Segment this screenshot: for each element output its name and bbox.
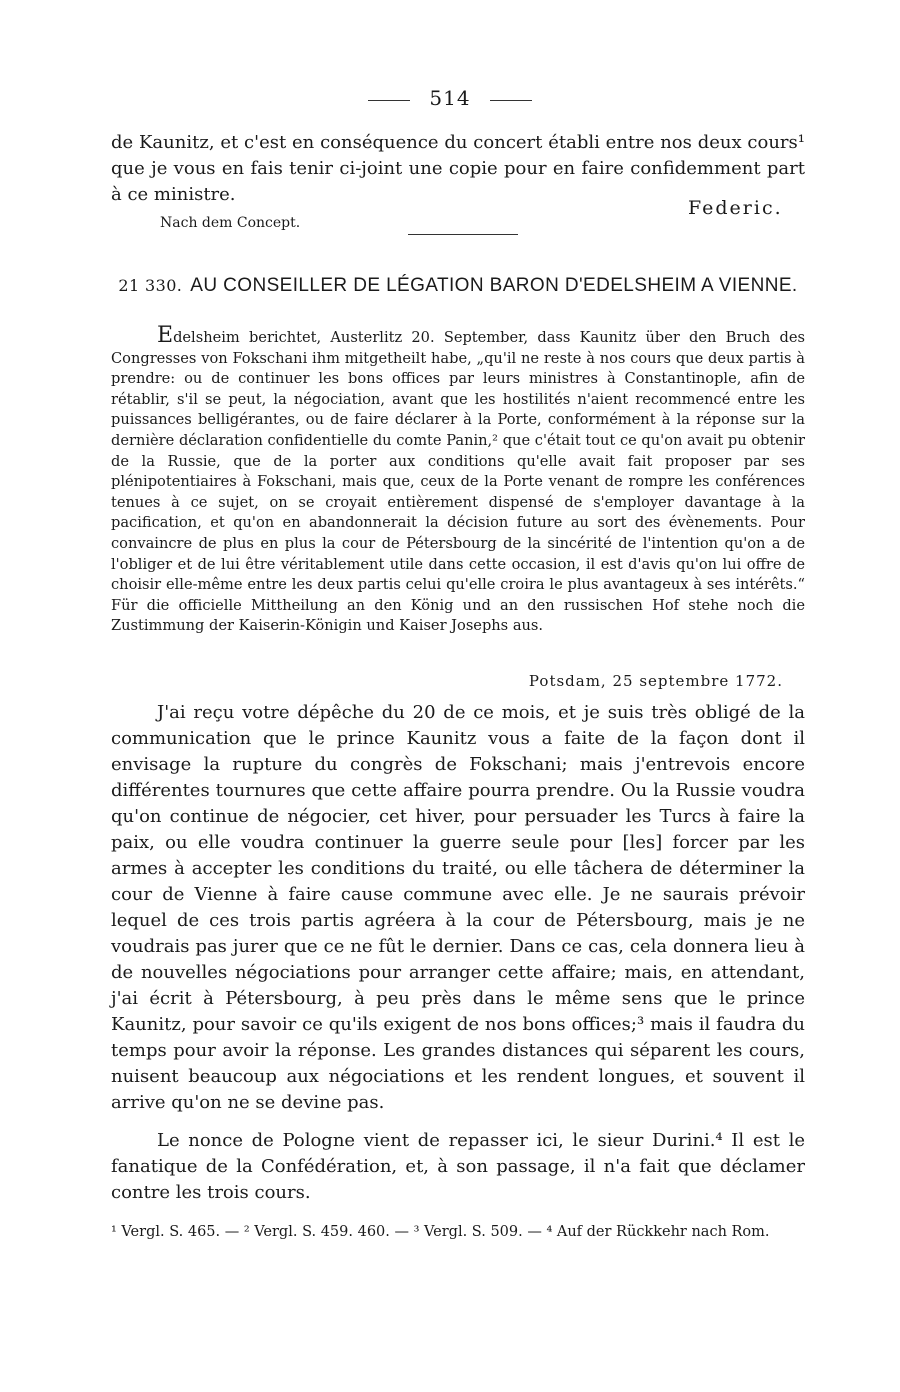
dateline <box>111 671 783 690</box>
body-paragraph-2: Le nonce de Pologne vient de repasser ici, le sieur Durini.⁴ Il est le fanatique de la Confédération, et, à son passage, il n'a fait que déclamer contre les trois cours. <box>111 1130 805 1203</box>
dateline-text: Potsdam, 25 septembre 1772. <box>528 672 783 690</box>
summary-text: delsheim berichtet, Austerlitz 20. September, dass Kaunitz über den Bruch des Congresses von Fokschani ihm mitgetheilt habe, „qu'il ne reste à nos cours que deux partis à prendre: ou de continuer les bons offices par leurs ministres à Constantinople, afin de rétablir, s'il se peut, la négociation, avant que les hostilités n'aient recommencé entre les puissances belligérantes, ou de faire déclarer à la Porte, conformément à la réponse sur la dernière déclaration confidentielle du comte Panin,² que c'était tout ce qu'on avait pu obtenir de la Russie, que de la porter aux conditions qu'elle avait fait proposer par ses plénipotentiaires à Fokschani, mais que, ceux de la Porte venant de rompre les conférences tenues à ce sujet, on se croyait entièrement dispensé de s'employer davantage à la pacification, et qu'on en abandonnerait la décision future au sort des évènements. Pour convaincre de plus en plus la cour de Pétersbourg de la sincérité de l'intention qu'on a de l'obliger et de lui être véritablement utile dans cette occasion, il est d'avis qu'on lui offre de choisir elle-même entre les deux partis celui qu'elle croira le plus avantageux à ses intérêts.“ Für die officielle Mittheilung an den König und an den russischen Hof stehe noch die Zustimmung der Kaiserin-Königin und Kaiser Josephs aus. <box>111 329 805 635</box>
summary-dropcap: E <box>157 323 174 348</box>
source-note: Nach dem Concept. <box>160 215 301 231</box>
signature: Federic. <box>688 197 783 219</box>
letter-number: 21 330. <box>118 276 183 295</box>
summary-paragraph <box>111 323 805 637</box>
letter-heading <box>111 274 805 298</box>
footnotes: ¹ Vergl. S. 465. — ² Vergl. S. 459. 460. — ³ Vergl. S. 509. — ⁴ Auf der Rückkehr nach Rom. <box>111 1224 770 1240</box>
header-dash-left <box>368 100 410 101</box>
top-paragraph: de Kaunitz, et c'est en conséquence du concert établi entre nos deux cours¹ que je vous en fais tenir ci-joint une copie pour en faire confidemment part à ce ministre. <box>111 132 805 205</box>
body-paragraph-1: J'ai reçu votre dépêche du 20 de ce mois, et je suis très obligé de la communication que le prince Kaunitz vous a faite de la façon dont il envisage la rupture du congrès de Fokschani; mais j'entrevois encore différentes tournures que cette affaire pourra prendre. Ou la Russie voudra qu'on continue de négocier, cet hiver, pour persuader les Turcs à faire la paix, ou elle voudra continuer la guerre seule pour [les] forcer par les armes à accepter les conditions du traité, ou elle tâchera de déterminer la cour de Vienne à faire cause commune avec elle. Je ne saurais prévoir lequel de ces trois partis agréera à la cour de Pétersbourg, mais je ne voudrais pas jurer que ce ne fût le dernier. Dans ce cas, cela donnera lieu à de nouvelles négociations pour arranger cette affaire; mais, en attendant, j'ai écrit à Pétersbourg, à peu près dans le même sens que le prince Kaunitz, pour savoir ce qu'ils exigent de nos bons offices;³ mais il faudra du temps pour avoir la réponse. Les grandes distances qui séparent les cours, nuisent beaucoup aux négociations et les rendent longues, et souvent il arrive qu'on ne se devine pas. <box>111 702 805 1113</box>
page-header <box>0 86 900 110</box>
letter-title: AU CONSEILLER DE LÉGATION BARON D'EDELSHEIM A VIENNE. <box>190 275 798 296</box>
page-number: 514 <box>429 86 471 110</box>
header-dash-right <box>490 100 532 101</box>
section-divider <box>408 234 518 235</box>
